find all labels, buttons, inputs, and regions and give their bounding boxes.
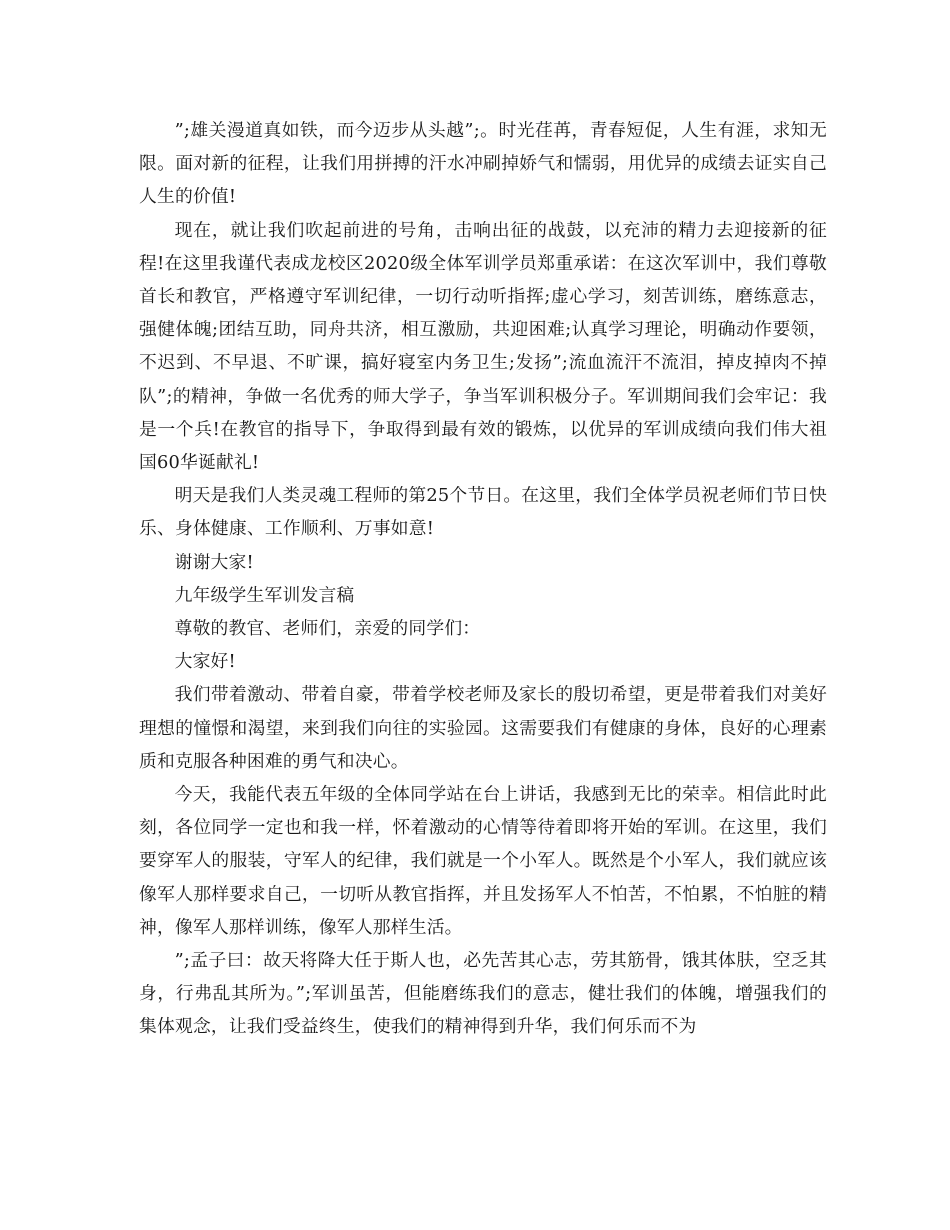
paragraph: ”;雄关漫道真如铁，而今迈步从头越”;。时光荏苒，青春短促，人生有涯，求知无限。面对新的征程，让我们用拼搏的汗水冲刷掉娇气和懦弱，用优异的成绩去证实自己人生的价值! [139, 120, 827, 208]
document-body [139, 114, 827, 1044]
salutation: 尊敬的教官、老师们，亲爱的同学们： [174, 618, 481, 640]
paragraph: 我们带着激动、带着自豪，带着学校老师及家长的殷切希望，更是带着我们对美好理想的憧憬和渴望，来到我们向往的实验园。这需要我们有健康的身体，良好的心理素质和克服各种困难的勇气和决心。 [139, 684, 827, 772]
paragraph: 现在，就让我们吹起前进的号角，击响出征的战鼓，以充沛的精力去迎接新的征程!在这里我谨代表成龙校区2020级全体军训学员郑重承诺：在这次军训中，我们尊敬首长和教官，严格遵守军训纪律，一切行动听指挥;虚心学习，刻苦训练，磨练意志，强健体魄;团结互助，同舟共济，相互激励，共迎困难;认真学习理论，明确动作要领，不迟到、不早退、不旷课，搞好寝室内务卫生;发扬”;流血流汗不流泪，掉皮掉肉不掉队”;的精神，争做一名优秀的师大学子，争当军训积极分子。军训期间我们会牢记：我是一个兵!在教官的指导下，争取得到最有效的锻炼，以优异的军训成绩向我们伟大祖国60华诞献礼! [139, 219, 827, 474]
greeting: 大家好! [174, 651, 236, 673]
paragraph: ”;孟子曰：故天将降大任于斯人也，必先苦其心志，劳其筋骨，饿其体肤，空乏其身，行弗乱其所为。”;军训虽苦，但能磨练我们的意志，健壮我们的体魄，增强我们的集体观念，让我们受益终生，使我们的精神得到升华，我们何乐而不为 [139, 950, 827, 1038]
paragraph: 今天，我能代表五年级的全体同学站在台上讲话，我感到无比的荣幸。相信此时此刻，各位同学一定也和我一样，怀着激动的心情等待着即将开始的军训。在这里，我们要穿军人的服装，守军人的纪律，我们就是一个小军人。既然是个小军人，我们就应该像军人那样要求自己，一切听从教官指挥，并且发扬军人不怕苦，不怕累，不怕脏的精神，像军人那样训练，像军人那样生活。 [139, 784, 827, 938]
section-title: 九年级学生军训发言稿 [174, 584, 355, 606]
paragraph: 明天是我们人类灵魂工程师的第25个节日。在这里，我们全体学员祝老师们节日快乐、身体健康、工作顺利、万事如意! [139, 485, 827, 540]
paragraph: 谢谢大家! [174, 551, 254, 573]
